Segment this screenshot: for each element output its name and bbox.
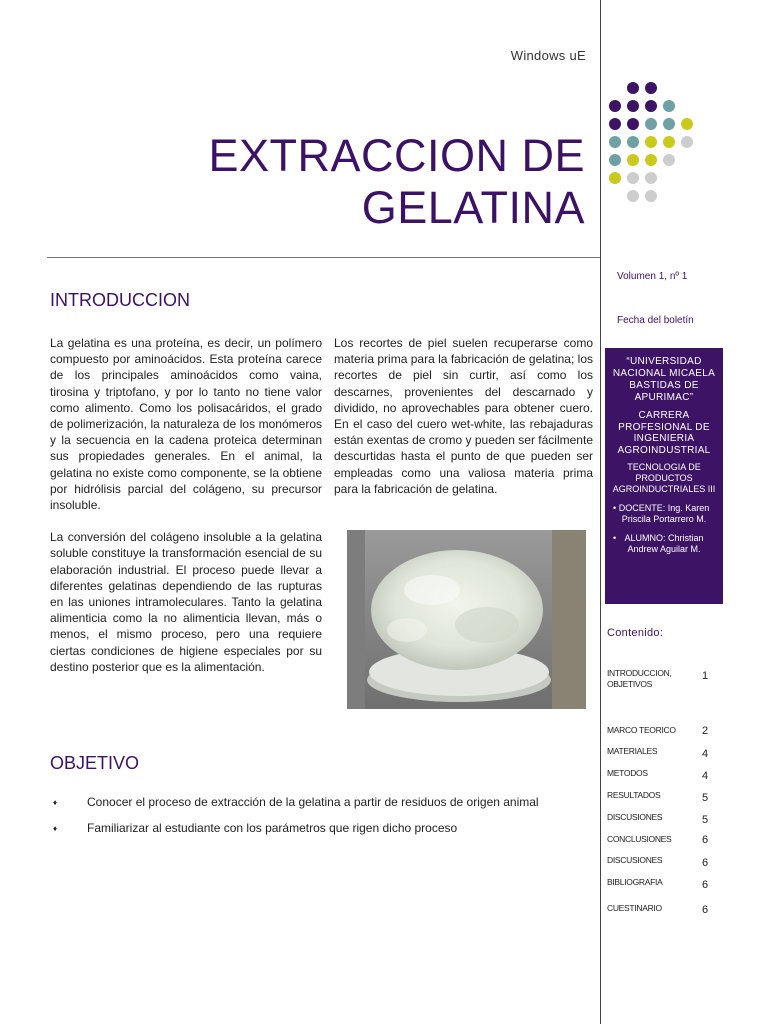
toc-item-label: DISCUSIONES: [607, 812, 663, 822]
toc-item-page: 2: [702, 725, 709, 737]
decorative-dot: [609, 172, 621, 184]
decorative-dot: [663, 136, 675, 148]
toc-item-label: INTRODUCCION, OBJETIVOS: [607, 668, 672, 689]
toc-item-label: METODOS: [607, 768, 648, 778]
objective-text: Conocer el proceso de extracción de la gelatina a partir de residuos de origen animal: [87, 795, 539, 809]
decorative-dot: [681, 118, 693, 130]
decorative-dot: [645, 136, 657, 148]
docente-text: DOCENTE: Ing. Karen Priscila Portarrero M.: [618, 503, 710, 524]
toc-item-page: 6: [702, 834, 709, 846]
bullet-icon: •: [613, 503, 617, 513]
intro-column-2: [334, 335, 593, 513]
gelatin-photo: [347, 530, 586, 709]
decorative-dot: [681, 136, 693, 148]
toc-title: Contenido:: [607, 627, 664, 639]
title-line-1: EXTRACCION DE: [208, 130, 585, 181]
alumno-text: ALUMNO: Christian Andrew Aguilar M.: [624, 533, 704, 554]
bulletin-date: Fecha del boletín: [617, 315, 694, 326]
docente-item: [611, 503, 717, 525]
objective-item: [53, 795, 593, 809]
bullet-icon: •: [613, 533, 617, 543]
toc-item-label: DISCUSIONES: [607, 855, 663, 865]
intro-heading: INTRODUCCION: [50, 290, 190, 310]
toc-item-page: 5: [702, 792, 709, 804]
intro-paragraph-2: La conversión del colágeno insoluble a la gelatina soluble constituye la transformación esencial de su elaboración industrial. El proceso puede llevar a diferentes gelatinas dependiendo de las rupturas en las uniones intramoleculares. Tanto la gelatina alimenticia como la no alimenticia llevan, más o menos, el mismo proceso, pero una requiere ciertas condiciones de higiene especiales por su destino posterior que es la alimentación.: [50, 530, 322, 674]
decorative-dot: [663, 118, 675, 130]
toc-item-page: 1: [702, 670, 709, 682]
toc-item-label: CUESTINARIO: [607, 903, 662, 913]
toc-item-label: RESULTADOS: [607, 790, 661, 800]
university-name: “UNIVERSIDAD NACIONAL MICAELA BASTIDAS DE APURIMAC”: [612, 356, 716, 403]
header-top-label: Windows uE: [510, 48, 586, 63]
decorative-dot: [627, 100, 639, 112]
decorative-dot: [645, 118, 657, 130]
volume-label: Volumen 1, nº 1: [617, 271, 688, 282]
decorative-dot: [663, 100, 675, 112]
decorative-dot: [645, 82, 657, 94]
toc-item-label: MATERIALES: [607, 746, 658, 756]
career-name: CARRERA PROFESIONAL DE INGENIERIA AGROINDUSTRIAL: [617, 410, 711, 456]
toc-item-label: MARCO TEORICO: [607, 725, 676, 735]
decorative-dot: [609, 136, 621, 148]
toc-item-page: 6: [702, 857, 709, 869]
decorative-dot: [645, 154, 657, 166]
decorative-dot: [609, 154, 621, 166]
toc-item-page: 6: [702, 879, 709, 891]
title-line-2: GELATINA: [361, 182, 585, 233]
decorative-dot: [627, 118, 639, 130]
objective-item: [53, 821, 593, 835]
toc-item-page: 4: [702, 748, 709, 760]
objetivo-heading: OBJETIVO: [50, 753, 140, 773]
decorative-dot: [645, 172, 657, 184]
toc-item-label: CONCLUSIONES: [607, 834, 672, 844]
intro-column-1: [50, 335, 322, 691]
decorative-dot: [645, 100, 657, 112]
header-divider: [47, 257, 600, 258]
decorative-dot: [627, 154, 639, 166]
intro-paragraph-3: Los recortes de piel suelen recuperarse como materia prima para la fabricación de gelatina; los recortes de piel sin curtir, así como los descarnes, provenientes del descarnado y dividido, no aprovechables para obtener cuero. En el caso del cuero wet-white, las rebajaduras están exentas de cromo y pueden ser fácilmente descurtidas hasta el punto de que pueden ser empleadas como una valiosa materia prima para la fabricación de gelatina.: [334, 336, 593, 496]
objective-text: Familiarizar al estudiante con los parámetros que rigen dicho proceso: [87, 821, 458, 835]
decorative-dot: [627, 136, 639, 148]
alumno-item: [611, 533, 717, 555]
decorative-dot: [609, 118, 621, 130]
intro-paragraph-1: La gelatina es una proteína, es decir, un polímero compuesto por aminoácidos. Esta proteína carece de los principales aminoácidos como vaina, tirosina y triptofano, y por lo tanto no tiene valor como alimento. Como los polisacáridos, el grado de polimerización, la naturaleza de los monómeros y la secuencia en la cadena proteica determinan sus propiedades generales. En el animal, la gelatina no existe como componente, se la obtiene por hidrólisis parcial del colágeno, su precursor insoluble.: [50, 336, 322, 513]
toc-item-page: 4: [702, 770, 709, 782]
institution-box: [605, 348, 723, 604]
decorative-dot: [627, 82, 639, 94]
decorative-dot: [645, 190, 657, 202]
diamond-bullet-icon: ♦: [53, 824, 58, 833]
page-title: [150, 130, 585, 234]
toc-item-page: 5: [702, 814, 709, 826]
decorative-dot: [627, 190, 639, 202]
toc-item-page: 6: [702, 904, 709, 916]
course-name: TECNOLOGIA DE PRODUCTOS AGROINDUCTRIALES III: [612, 462, 716, 494]
sidebar-divider: [600, 0, 601, 1024]
decorative-dot: [627, 172, 639, 184]
diamond-bullet-icon: ♦: [53, 798, 58, 807]
decorative-dot: [663, 154, 675, 166]
decorative-dot: [609, 100, 621, 112]
toc-item-label: BIBLIOGRAFIA: [607, 877, 663, 887]
people-list: [611, 503, 717, 555]
